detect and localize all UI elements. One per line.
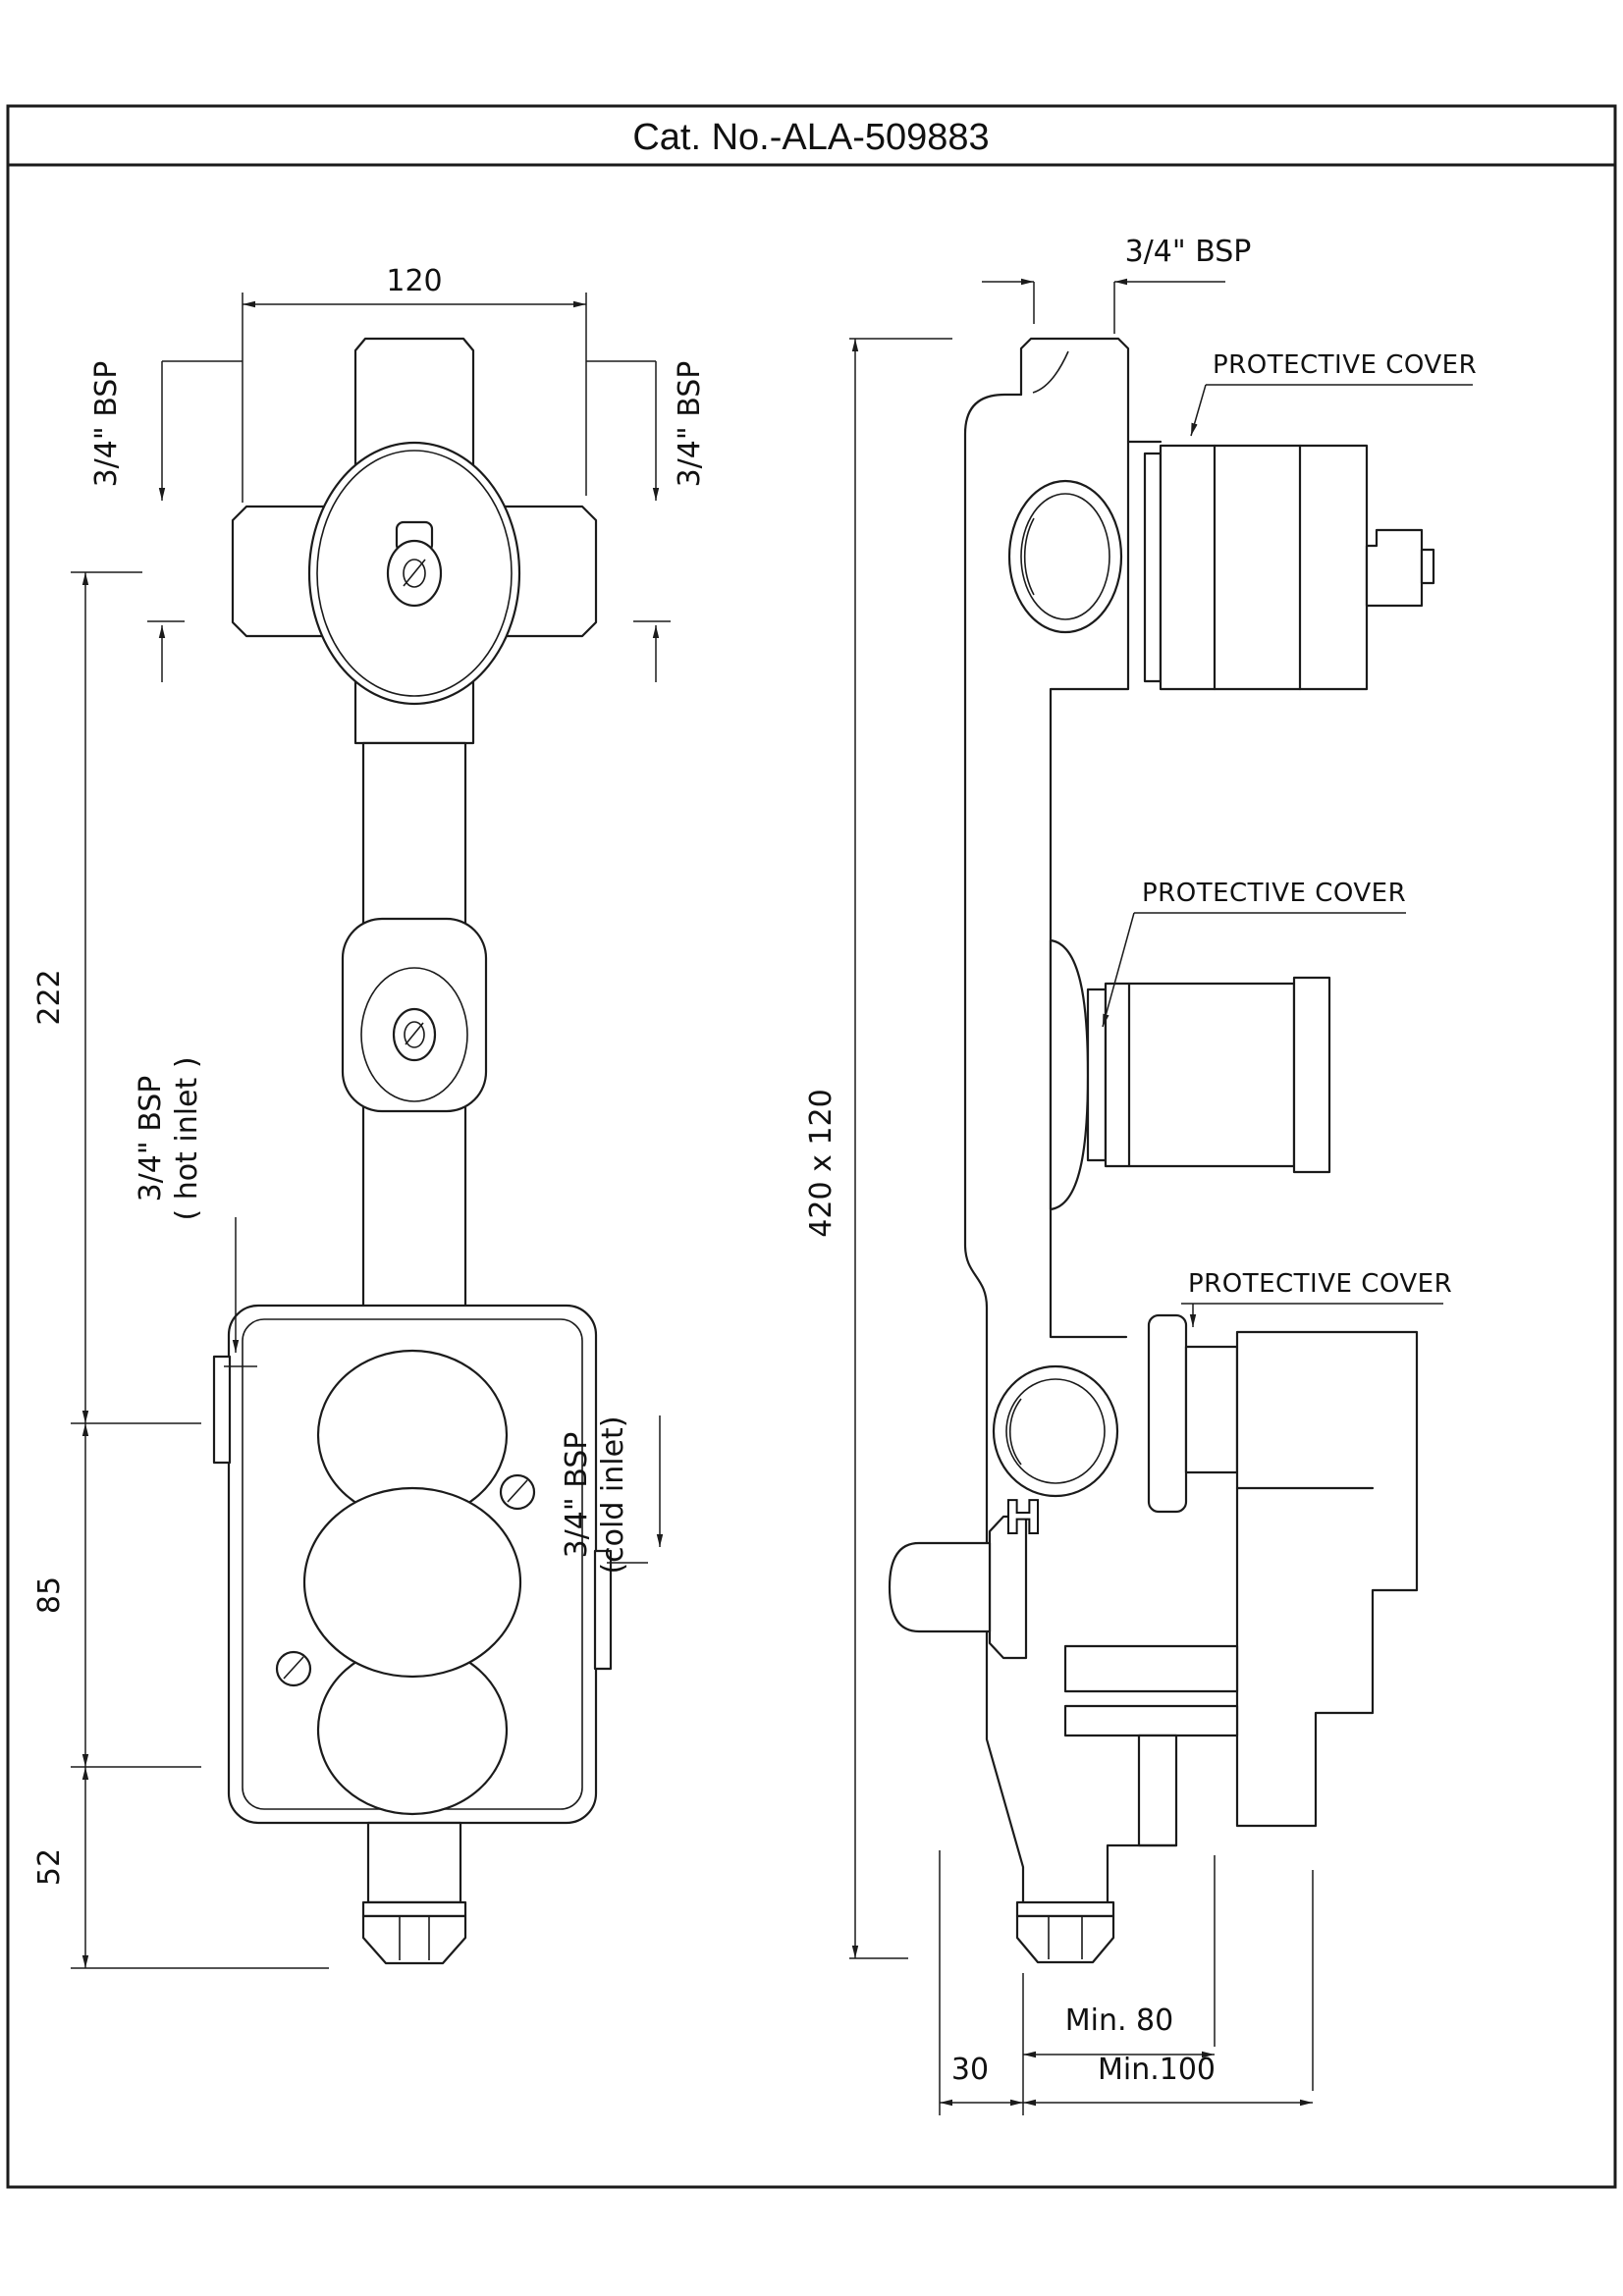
body-left-profile (965, 395, 1023, 1902)
dim-120-text: 120 (386, 264, 443, 298)
dim-min80-text: Min. 80 (1064, 2003, 1174, 2038)
lower-bar-1 (1065, 1646, 1237, 1691)
bottom-port-outer (994, 1366, 1117, 1496)
top-fitting (1367, 530, 1422, 606)
dim-30-text: 30 (950, 2053, 990, 2087)
dim-52-text: 52 (32, 1847, 67, 1887)
hot-marking-letter: H (1003, 1491, 1043, 1544)
hot-inlet-text-1: 3/4" BSP (134, 1075, 168, 1202)
front-view (214, 339, 611, 1963)
cap-curve-detail (1033, 351, 1068, 393)
cover-label-top: PROTECTIVE COVER (1213, 350, 1478, 380)
page-title: Cat. No.-ALA-509883 (632, 117, 990, 158)
top-port-outer (1009, 481, 1121, 632)
spout (890, 1543, 990, 1631)
bottom-pipe-right (1108, 1845, 1176, 1902)
cover-mid-cap (1294, 978, 1329, 1172)
cover-label-mid: PROTECTIVE COVER (1142, 879, 1407, 908)
mid-outlet-collar (1088, 989, 1106, 1160)
dim-min100-text: Min.100 (1097, 2053, 1217, 2087)
lower-plate (1149, 1315, 1186, 1512)
nut-ring (363, 1902, 465, 1916)
protective-cover-bottom (1237, 1332, 1417, 1826)
bottom-stub (1139, 1735, 1176, 1845)
side-view (890, 339, 1434, 1962)
bsp-top-text: 3/4" BSP (1124, 235, 1252, 269)
cover-label-top-leader (1191, 385, 1206, 436)
lower-bar-2 (1065, 1706, 1237, 1735)
hex-nut (363, 1916, 465, 1963)
body-bubble-middle (304, 1488, 520, 1677)
protective-cover-mid (1106, 984, 1294, 1166)
bottom-pipe (368, 1823, 460, 1902)
cover-label-bottom: PROTECTIVE COVER (1188, 1269, 1453, 1299)
pipe-upper (363, 743, 465, 925)
protective-cover-top (1161, 446, 1367, 689)
dim-222-text: 222 (32, 969, 67, 1026)
top-fitting-tip (1422, 550, 1434, 583)
lower-block (1186, 1347, 1237, 1472)
hot-inlet-tab (214, 1357, 230, 1463)
cold-inlet-text-1: 3/4" BSP (560, 1431, 594, 1559)
cold-inlet-text-2: (cold inlet) (596, 1415, 630, 1575)
cover-top-collar (1145, 454, 1161, 681)
dim-420x120-text: 420 x 120 (804, 1089, 839, 1238)
side-nut-ring (1017, 1902, 1113, 1916)
side-hex-nut (1017, 1916, 1113, 1962)
dim-85-text: 85 (32, 1575, 67, 1615)
bsp-right-text: 3/4" BSP (673, 360, 707, 488)
mid-outlet-dome (1051, 940, 1088, 1209)
pipe-lower (363, 1105, 465, 1311)
hot-inlet-text-2: ( hot inlet ) (170, 1056, 204, 1221)
bsp-left-text: 3/4" BSP (89, 360, 124, 488)
